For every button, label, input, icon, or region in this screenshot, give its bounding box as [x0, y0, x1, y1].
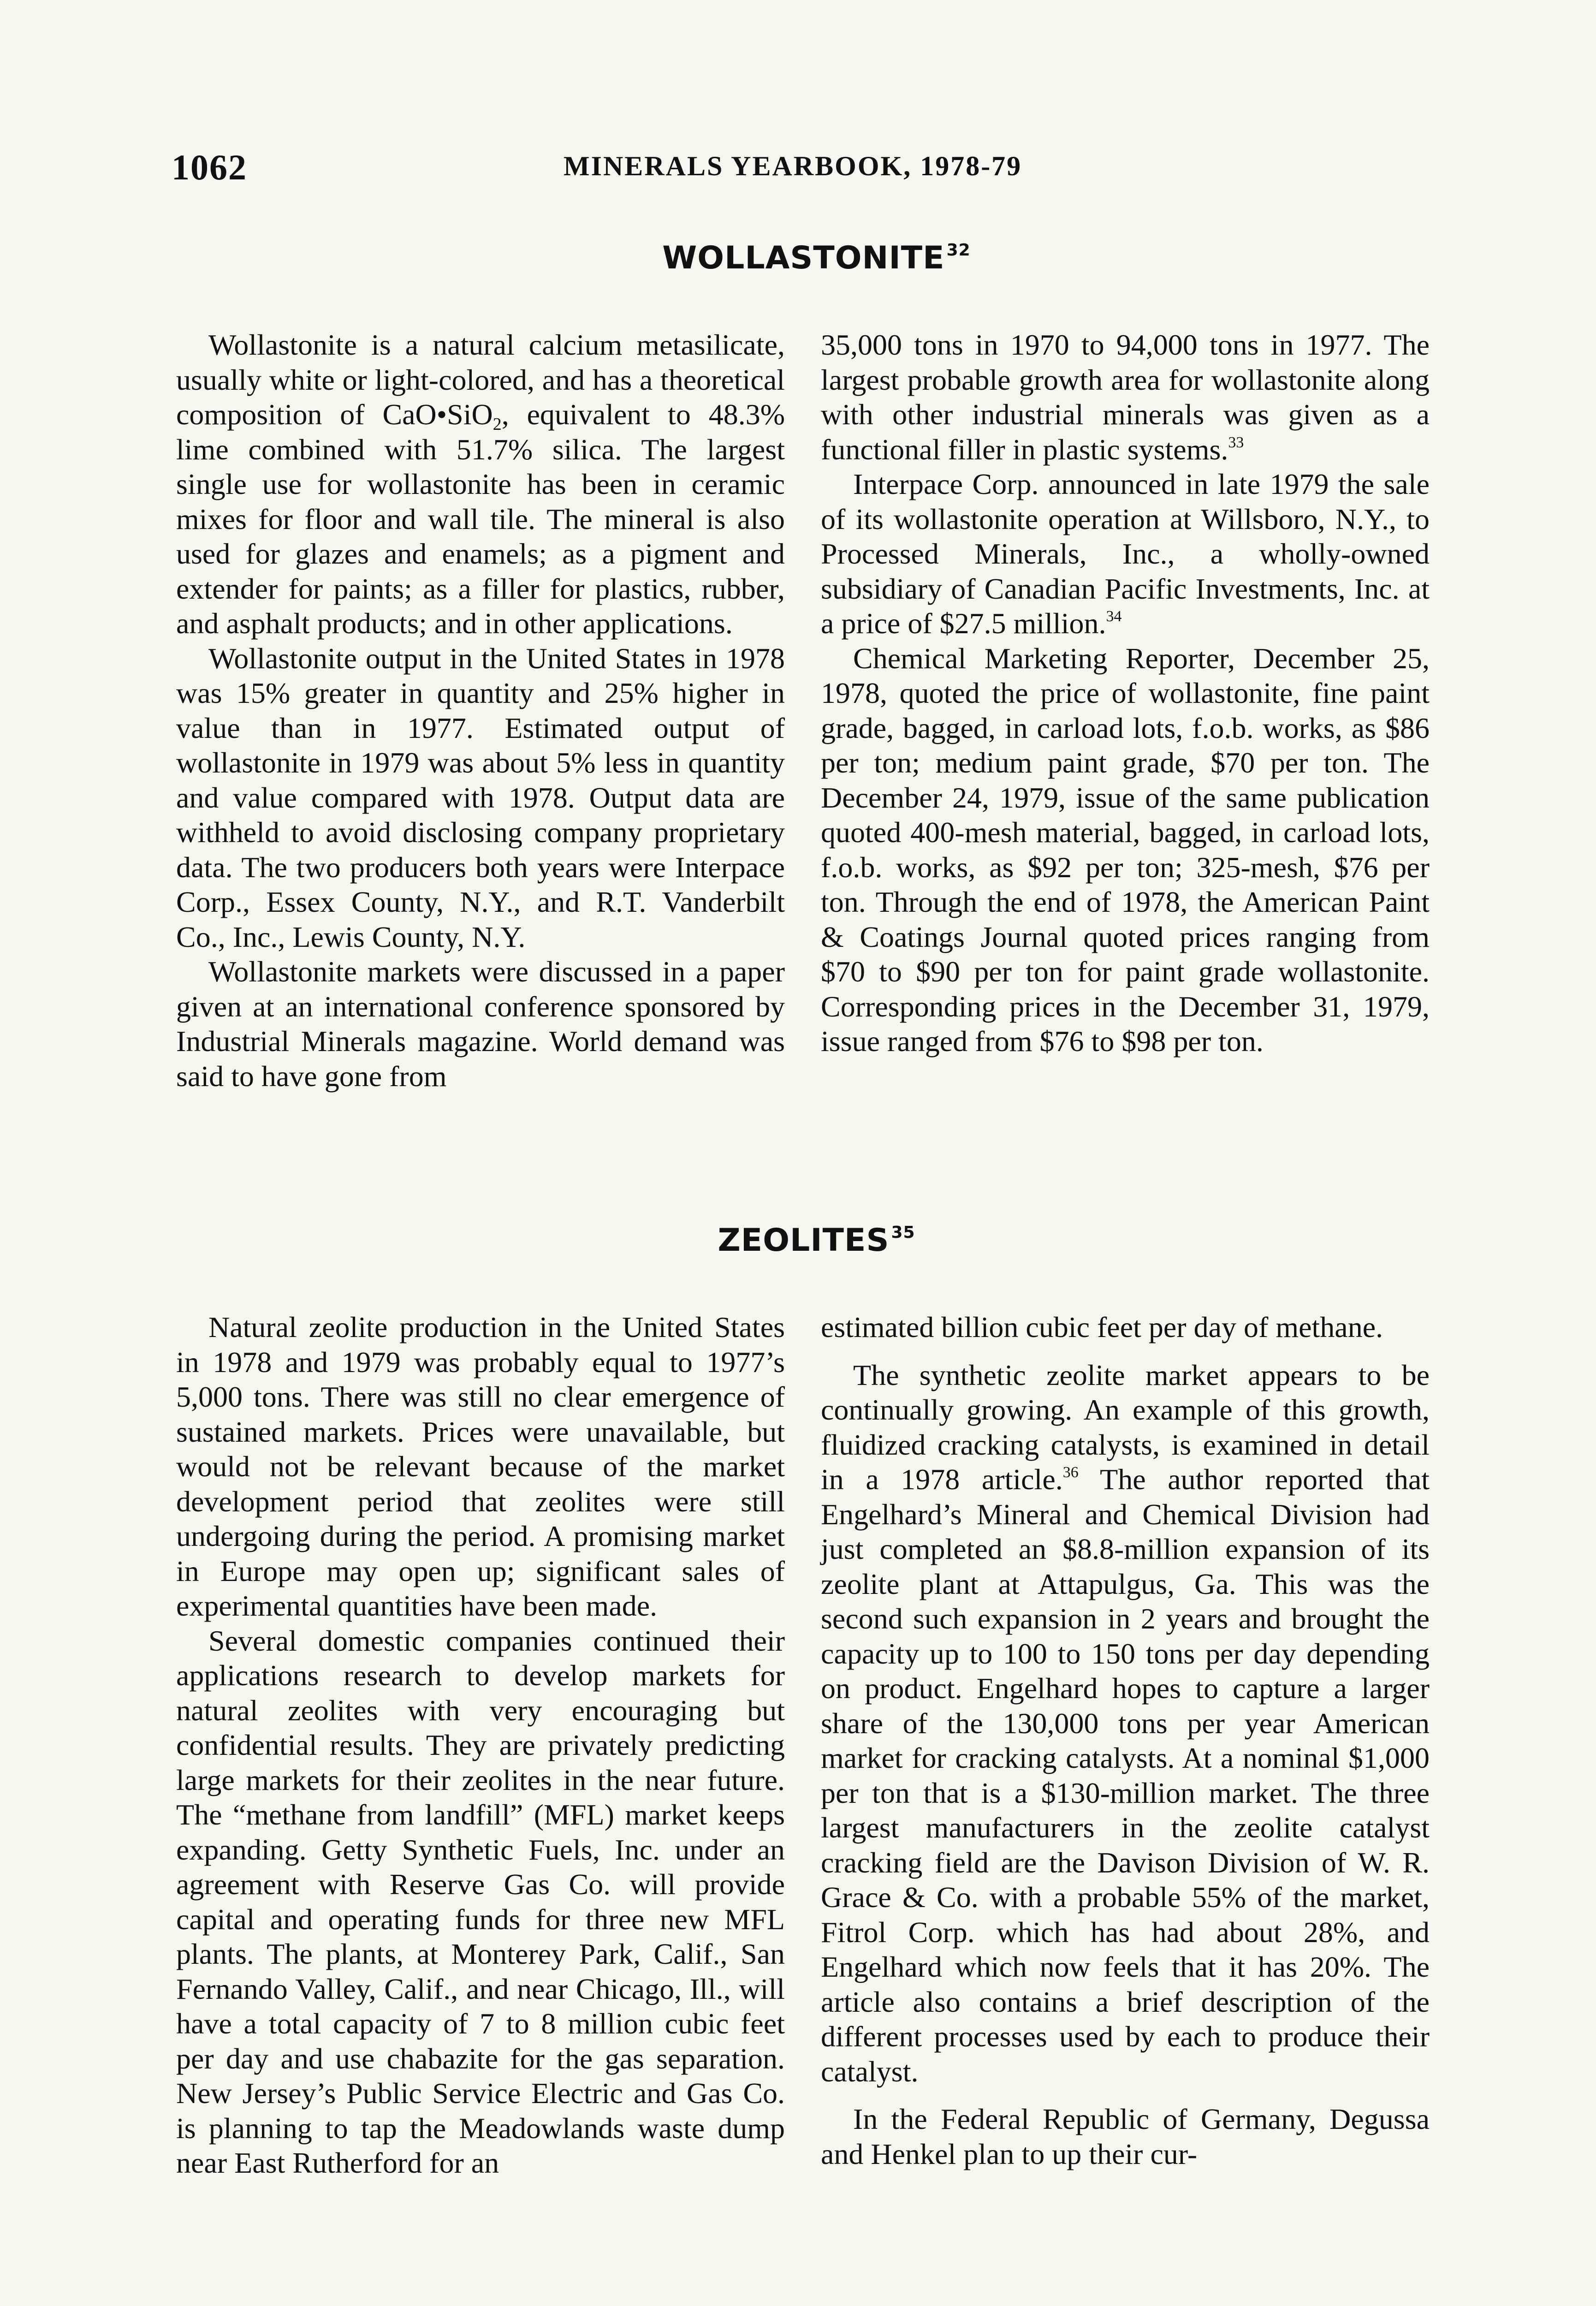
paragraph [821, 1358, 1430, 2089]
paragraph: Several domestic companies continued their applications research to develop markets for natural zeolites with very encouraging but confidential results. They are privately predicting large markets for their zeolites in the near future. The “methane from landfill” (MFL) market keeps expanding. Getty Synthetic Fuels, Inc. under an agreement with Reserve Gas Co. will provide capital and operating funds for three new MFL plants. The plants, at Monterey Park, Calif., San Fernando Valley, Calif., and near Chicago, Ill., will have a total capacity of 7 to 8 million cubic feet per day and use chabazite for the gas separation. New Jersey’s Public Service Electric and Gas Co. is planning to tap the Meadowlands waste dump near East Rutherford for an [176, 1624, 785, 2179]
paragraph-text: The author reported that Engelhard’s Mineral and Chemical Division had just completed an $8.8-million expansion of its zeolite plant at Attapulgus, Ga. This was the second such expansion in 2 years and brought the capacity up to 100 to 150 tons per day depending on product. Engelhard hopes to capture a larger share of the 130,000 tons per year American market for cracking catalysts. At a nominal $1,000 per ton that is a $130-million market. The three largest manufacturers in the zeolite catalyst cracking field are the Davison Division of W. R. Grace & Co. with a probable 55% of the market, Fitrol Corp. which has had about 28%, and Engelhard which now feels that it has 20%. The article also contains a brief description of the different processes used by each to produce their catalyst. [821, 1463, 1430, 2088]
zeolites-heading-footnote: 35 [891, 1223, 915, 1242]
paragraph: Chemical Marketing Reporter, December 25, 1978, quoted the price of wollastonite, fine paint grade, bagged, in carload lots, f.o.b. works, as $86 per ton; medium paint grade, $70 per ton. The December 24, 1979, issue of the same publication quoted 400-mesh material, bagged, in carload lots, f.o.b. works, as $92 per ton; 325-mesh, $76 per ton. Through the end of 1978, the American Paint & Coatings Journal quoted prices ranging from $70 to $90 per ton for paint grade wollastonite. Corresponding prices in the December 31, 1979, issue ranged from $76 to $98 per ton. [821, 642, 1430, 1058]
paragraph: Wollastonite markets were discussed in a paper given at an international conference sponsored by Industrial Minerals magazine. World demand was said to have gone from [176, 955, 785, 1093]
paragraph-text: 35,000 tons in 1970 to 94,000 tons in 1977. The largest probable growth area for wollastonite along with other industrial minerals was given as a functional filler in plastic systems. [821, 328, 1430, 466]
subscript: 2 [492, 415, 502, 434]
paragraph [821, 467, 1430, 641]
paragraph: Wollastonite output in the United States in 1978 was 15% greater in quantity and 25% higher in value than in 1977. Estimated output of wollastonite in 1979 was about 5% less in quantity and value compared with 1978. Output data are withheld to avoid disclosing company proprietary data. The two producers both years were Interpace Corp., Essex County, N.Y., and R.T. Vanderbilt Co., Inc., Lewis County, N.Y. [176, 642, 785, 953]
paragraph: Natural zeolite production in the United States in 1978 and 1979 was probably equal to 1977’s 5,000 tons. There was still no clear emergence of sustained markets. Prices were unavailable, but would not be relevant because of the market development period that zeolites were still undergoing during the period. A promising market in Europe may open up; significant sales of experimental quantities have been made. [176, 1311, 785, 1622]
footnote-ref: 34 [1106, 608, 1122, 625]
paragraph-text: The synthetic zeolite market appears to be continually growing. An example of this growth, fluidized cracking catalysts, is examined in detail in a 1978 article. [821, 1358, 1430, 1496]
zeolites-heading-text: ZEOLITES [718, 1222, 890, 1259]
paragraph: estimated billion cubic feet per day of methane. [821, 1311, 1383, 1343]
paragraph [176, 327, 785, 641]
wollastonite-heading-footnote: 32 [946, 241, 971, 260]
paragraph-text: Interpace Corp. announced in late 1979 the sale of its wollastonite operation at Willsboro, N.Y., to Processed Minerals, Inc., a wholly-owned subsidiary of Canadian Pacific Investments, Inc. at a price of $27.5 million. [821, 468, 1430, 640]
running-header [0, 147, 1596, 193]
footnote-ref: 36 [1062, 1464, 1079, 1481]
running-title: MINERALS YEARBOOK, 1978-79 [564, 151, 1022, 181]
footnote-ref: 33 [1228, 434, 1244, 451]
paragraph-text: Wollastonite is a natural calcium metasilicate, usually white or light-colored, and has a theoretical composition of CaO•SiO [176, 328, 785, 431]
zeolites-left-column [176, 1310, 785, 2181]
wollastonite-heading [0, 240, 1596, 276]
zeolites-right-column [821, 1310, 1430, 2171]
paragraph [821, 327, 1430, 467]
zeolites-heading [0, 1222, 1596, 1259]
paragraph-text: , equivalent to 48.3% lime combined with 51.7% silica. The largest single use for wollastonite has been in ceramic mixes for floor and wall tile. The mineral is also used for glazes and enamels; as a pigment and extender for paints; as a filler for plastics, rubber, and asphalt products; and in other applications. [176, 398, 785, 640]
wollastonite-right-column [821, 327, 1430, 1059]
wollastonite-heading-text: WOLLASTONITE [662, 240, 945, 276]
wollastonite-left-column [176, 327, 785, 1094]
page-number: 1062 [172, 147, 247, 187]
paragraph: In the Federal Republic of Germany, Degussa and Henkel plan to up their cur- [821, 2103, 1430, 2170]
